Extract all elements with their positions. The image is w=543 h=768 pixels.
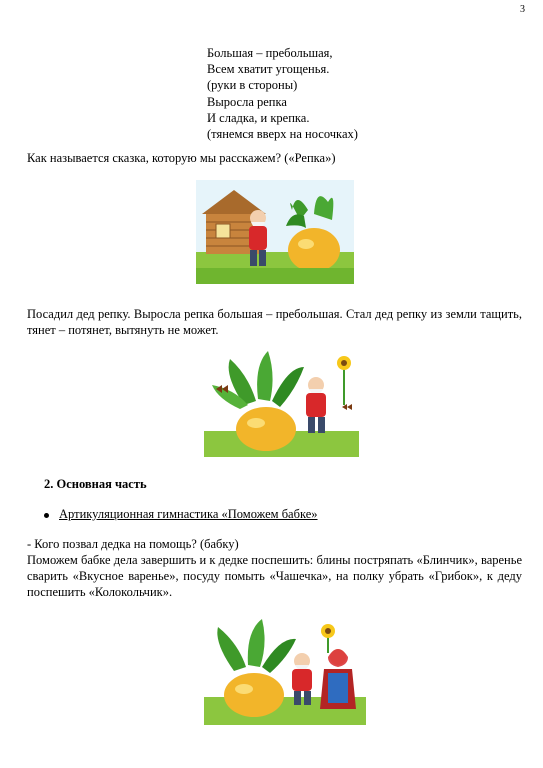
poem-line: Выросла репка [207,94,287,109]
question-text: Как называется сказка, которую мы расскажем? («Репка») [27,151,336,165]
bullet-item-text: Артикуляционная гимнастика «Поможем бабке» [59,507,318,521]
poem-line: Большая – пребольшая, [207,46,333,60]
poem [207,45,358,142]
poem-line: Всем хватит угощенья. [207,62,330,77]
illustration-grandpa-hut [196,180,354,284]
bullet-list-item [44,507,318,522]
question2-text: - Кого позвал дедка на помощь? (бабку) [27,537,239,551]
poem-line: (руки в стороны) [207,78,298,93]
poem-line: И сладка, и крепка. [207,110,310,125]
illustration-grandpa-pulling [204,345,359,457]
illustration-grandpa-grandma [204,613,366,725]
bullet-icon [44,513,49,518]
page-number: 3 [520,4,525,15]
paragraph2-text: Поможем бабке дела завершить и к дедке поспешить: блины постряпать «Блинчик», варенье сварить «Вкусное варенье», посуду помыть «Чашечка», на полку убрать «Грибок», к деду поспешить «Колокольчик». [27,553,522,599]
story-text: Посадил дед репку. Выросла репка большая – пребольшая. Стал дед репку из земли тащить, тянет – потянет, вытянуть не может. [27,307,522,337]
poem-line: (тянемся вверх на носочках) [207,127,358,142]
section-heading: 2. Основная часть [44,477,147,491]
